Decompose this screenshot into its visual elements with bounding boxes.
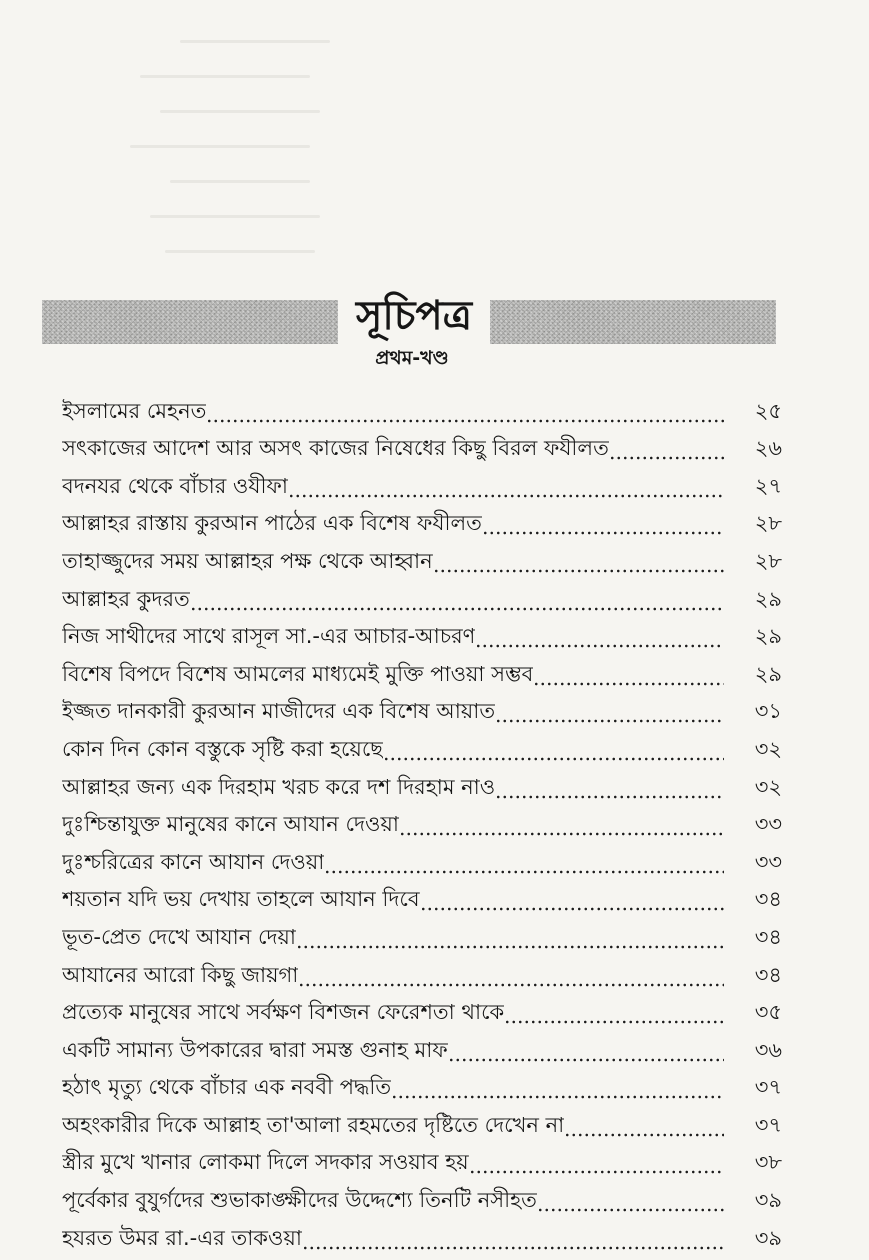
toc-entry: [62, 764, 782, 802]
title-banner-right: [490, 300, 776, 344]
toc-entry-page-number: ২৫: [754, 398, 782, 423]
toc-entry-title: প্রত্যেক মানুষের সাথে সর্বক্ষণ বিশজন ফেরেশতা থাকে: [62, 1000, 505, 1025]
toc-entry-title: আযানের আরো কিছু জায়গা: [62, 962, 299, 987]
table-of-contents: [62, 388, 782, 1253]
toc-entry: [62, 388, 782, 426]
toc-entry-title: ভূত-প্রেত দেখে আযান দেয়া: [62, 924, 296, 949]
bleed-through-marks: [120, 30, 360, 280]
toc-entry-page-number: ৩৩: [754, 812, 782, 837]
toc-entry-page-number: ৩৫: [754, 1000, 782, 1025]
dot-leader: [324, 847, 724, 877]
toc-entry-page-number: ২৯: [754, 661, 782, 686]
toc-entry: [62, 839, 782, 877]
toc-entry: [62, 614, 782, 652]
dot-leader: [206, 396, 724, 426]
toc-entry-page-number: ৩৭: [754, 1112, 782, 1137]
toc-entry-page-number: ২৭: [754, 473, 782, 498]
dot-leader: [302, 1223, 724, 1253]
toc-entry-page-number: ২৯: [754, 586, 782, 611]
toc-entry-title: একটি সামান্য উপকারের দ্বারা সমস্ত গুনাহ মাফ: [62, 1037, 448, 1062]
toc-entry: [62, 501, 782, 539]
toc-entry-page-number: ৩৯: [754, 1225, 782, 1250]
toc-entry: [62, 689, 782, 727]
toc-entry-title: পূর্বেকার বুযুর্গদের শুভাকাঙ্ক্ষীদের উদ্দেশ্যে তিনটি নসীহত: [62, 1188, 537, 1213]
dot-leader: [433, 546, 724, 576]
toc-entry-title: আল্লাহর রাস্তায় কুরআন পাঠের এক বিশেষ ফযীলত: [62, 511, 482, 536]
dot-leader: [537, 1185, 724, 1215]
dot-leader: [495, 696, 724, 726]
toc-entry: [62, 914, 782, 952]
toc-entry-title: আল্লাহর কুদরত: [62, 586, 190, 611]
toc-entry-page-number: ৩৪: [754, 887, 782, 912]
toc-entry-title: নিজ সাথীদের সাথে রাসূল সা.-এর আচার-আচরণ: [62, 624, 476, 649]
toc-entry-title: কোন দিন কোন বস্তুকে সৃষ্টি করা হয়েছে: [62, 736, 384, 761]
toc-entry: [62, 990, 782, 1028]
toc-entry-title: ইজ্জত দানকারী কুরআন মাজীদের এক বিশেষ আয়াত: [62, 699, 496, 724]
toc-entry: [62, 576, 782, 614]
dot-leader: [609, 433, 724, 463]
toc-entry-page-number: ৩৩: [754, 849, 782, 874]
toc-entry: [62, 1027, 782, 1065]
dot-leader: [383, 734, 724, 764]
toc-entry-page-number: ৩১: [754, 699, 782, 724]
toc-entry-title: বিশেষ বিপদে বিশেষ আমলের মাধ্যমেই মুক্তি পাওয়া সম্ভব: [62, 661, 534, 686]
toc-entry-page-number: ৩৯: [754, 1188, 782, 1213]
dot-leader: [448, 1035, 724, 1065]
toc-entry-title: ইসলামের মেহনত: [62, 398, 207, 423]
dot-leader: [399, 809, 724, 839]
toc-entry-title: স্ত্রীর মুখে খানার লোকমা দিলে সদকার সওয়াব হয়: [62, 1150, 469, 1175]
dot-leader: [298, 960, 724, 990]
toc-entry: [62, 538, 782, 576]
title-banner-left: [42, 300, 338, 344]
toc-entry-page-number: ৩২: [754, 736, 782, 761]
toc-entry-page-number: ৩৪: [754, 924, 782, 949]
toc-entry-title: দুঃশ্চিন্তাযুক্ত মানুষের কানে আযান দেওয়া: [62, 812, 399, 837]
page-title: সূচিপত্র: [356, 293, 472, 339]
dot-leader: [475, 621, 724, 651]
toc-entry: [62, 426, 782, 464]
toc-entry-page-number: ২৯: [754, 624, 782, 649]
dot-leader: [564, 1110, 724, 1140]
toc-entry: [62, 952, 782, 990]
toc-entry-title: হযরত উমর রা.-এর তাকওয়া: [62, 1225, 302, 1250]
toc-entry-title: দুঃশ্চরিত্রের কানে আযান দেওয়া: [62, 849, 325, 874]
toc-entry-page-number: ৩৭: [754, 1075, 782, 1100]
toc-entry-page-number: ৩২: [754, 774, 782, 799]
toc-entry-page-number: ২৬: [754, 436, 782, 461]
dot-leader: [533, 659, 724, 689]
toc-entry: [62, 1140, 782, 1178]
toc-entry-title: তাহাজ্জুদের সময় আল্লাহর পক্ষ থেকে আহ্বান: [62, 548, 433, 573]
toc-entry-page-number: ৩৪: [754, 962, 782, 987]
toc-entry-page-number: ৩৬: [754, 1037, 782, 1062]
dot-leader: [391, 1072, 724, 1102]
toc-entry: [62, 1215, 782, 1253]
dot-leader: [190, 584, 724, 614]
toc-entry-title: অহংকারীর দিকে আল্লাহ তা'আলা রহমতের দৃষ্টিতে দেখেন না: [62, 1112, 565, 1137]
toc-entry: [62, 651, 782, 689]
toc-entry: [62, 877, 782, 915]
toc-entry: [62, 1102, 782, 1140]
toc-entry-title: আল্লাহর জন্য এক দিরহাম খরচ করে দশ দিরহাম নাও: [62, 774, 496, 799]
toc-entry-title: শয়তান যদি ভয় দেখায় তাহলে আযান দিবে: [62, 887, 420, 912]
dot-leader: [504, 997, 724, 1027]
toc-entry: [62, 726, 782, 764]
dot-leader: [495, 772, 724, 802]
toc-entry-page-number: ৩৮: [754, 1150, 782, 1175]
toc-entry-page-number: ২৮: [754, 511, 782, 536]
dot-leader: [420, 884, 724, 914]
toc-entry-title: বদনযর থেকে বাঁচার ওযীফা: [62, 473, 288, 498]
toc-entry: [62, 1065, 782, 1103]
dot-leader: [296, 922, 724, 952]
toc-entry: [62, 802, 782, 840]
toc-entry-page-number: ২৮: [754, 548, 782, 573]
toc-entry: [62, 463, 782, 501]
dot-leader: [288, 471, 724, 501]
dot-leader: [482, 508, 724, 538]
toc-entry-title: হঠাৎ মৃত্যু থেকে বাঁচার এক নববী পদ্ধতি: [62, 1075, 392, 1100]
toc-entry-title: সৎকাজের আদেশ আর অসৎ কাজের নিষেধের কিছু বিরল ফযীলত: [62, 436, 609, 461]
dot-leader: [469, 1147, 724, 1177]
section-subtitle: প্রথম-খণ্ড: [375, 347, 449, 369]
toc-entry: [62, 1177, 782, 1215]
